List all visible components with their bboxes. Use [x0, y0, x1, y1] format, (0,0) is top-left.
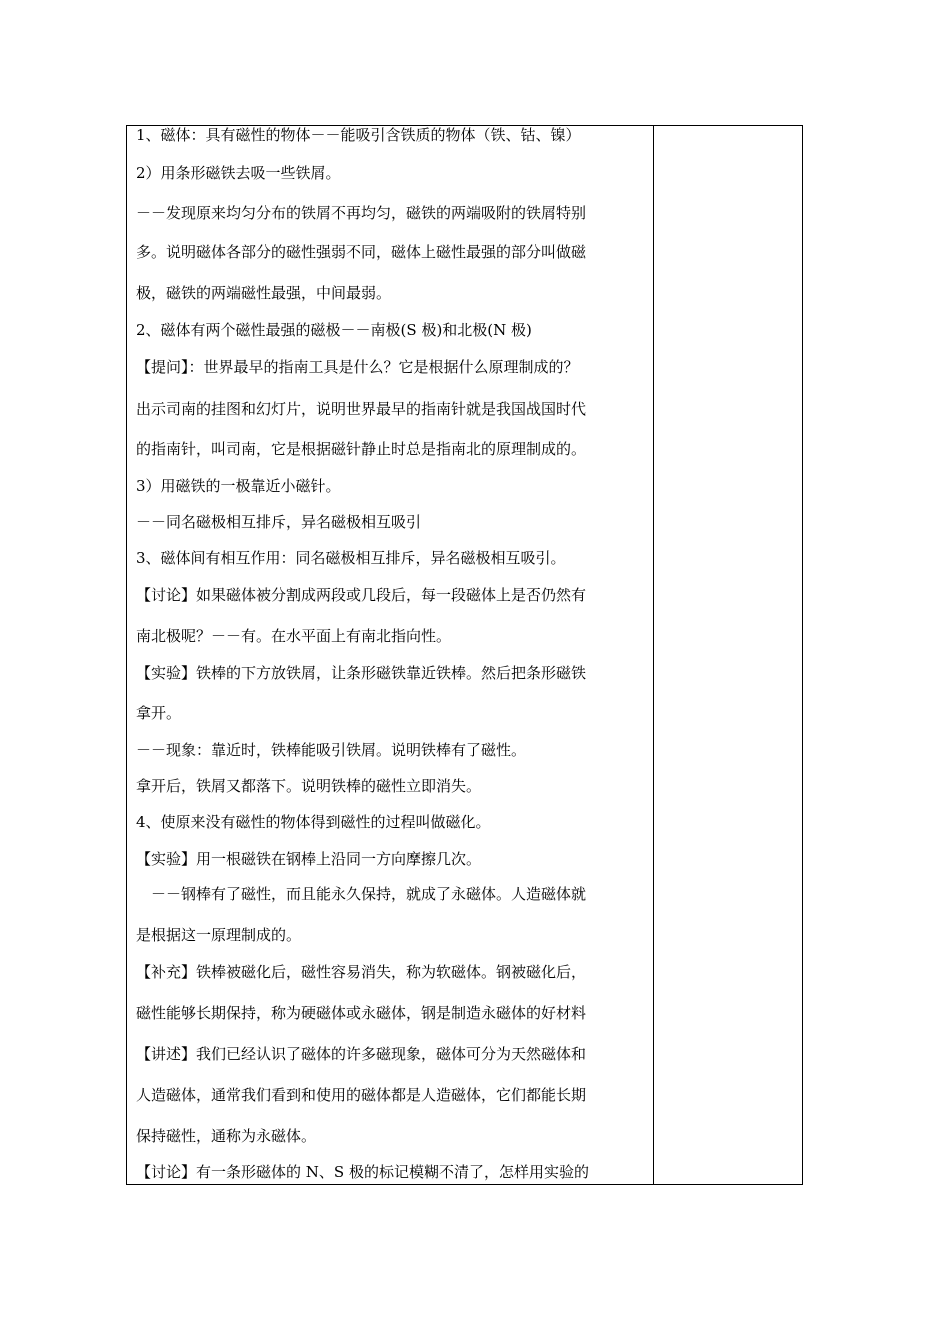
text-line: －－现象：靠近时，铁棒能吸引铁屑。说明铁棒有了磁性。 [136, 741, 527, 759]
text-line: 【讨论】如果磁体被分割成两段或几段后，每一段磁体上是否仍然有 [136, 586, 587, 604]
text-line: 1、磁体：具有磁性的物体－－能吸引含铁质的物体（铁、钴、镍） [136, 126, 581, 144]
text-line: 4、使原来没有磁性的物体得到磁性的过程叫做磁化。 [136, 813, 491, 831]
text-line: 2）用条形磁铁去吸一些铁屑。 [136, 164, 341, 182]
content-table [126, 125, 803, 1185]
text-line: 的指南针，叫司南，它是根据磁针静止时总是指南北的原理制成的。 [136, 440, 587, 458]
text-line: 保持磁性，通称为永磁体。 [136, 1127, 317, 1145]
text-line: 多。说明磁体各部分的磁性强弱不同，磁体上磁性最强的部分叫做磁 [136, 243, 587, 261]
text-line: 3、磁体间有相互作用：同名磁极相互排斥，异名磁极相互吸引。 [136, 549, 566, 567]
text-line: －－钢棒有了磁性，而且能永久保持，就成了永磁体。人造磁体就 [136, 885, 587, 903]
text-line: 【实验】铁棒的下方放铁屑，让条形磁铁靠近铁棒。然后把条形磁铁 [136, 664, 587, 682]
text-line: 【讲述】我们已经认识了磁体的许多磁现象，磁体可分为天然磁体和 [136, 1045, 587, 1063]
text-line: 磁性能够长期保持，称为硬磁体或永磁体，钢是制造永磁体的好材料 [136, 1004, 587, 1022]
text-line: 【讨论】有一条形磁体的 N、S 极的标记模糊不清了，怎样用实验的 [136, 1163, 589, 1181]
text-line: 拿开。 [136, 704, 182, 722]
text-line: 出示司南的挂图和幻灯片，说明世界最早的指南针就是我国战国时代 [136, 400, 587, 418]
main-text-cell [127, 126, 654, 1184]
text-line: 极，磁铁的两端磁性最强，中间最弱。 [136, 284, 392, 302]
text-line: －－发现原来均匀分布的铁屑不再均匀，磁铁的两端吸附的铁屑特别 [136, 204, 587, 222]
text-line: －－同名磁极相互排斥，异名磁极相互吸引 [136, 513, 422, 531]
text-line: 【实验】用一根磁铁在钢棒上沿同一方向摩擦几次。 [136, 850, 482, 868]
text-line: 人造磁体，通常我们看到和使用的磁体都是人造磁体，它们都能长期 [136, 1086, 587, 1104]
text-line: 拿开后，铁屑又都落下。说明铁棒的磁性立即消失。 [136, 777, 482, 795]
text-line: 2、磁体有两个磁性最强的磁极－－南极(S 极)和北极(N 极) [136, 321, 532, 339]
text-line: 南北极呢？－－有。在水平面上有南北指向性。 [136, 627, 452, 645]
text-line: 3）用磁铁的一极靠近小磁针。 [136, 477, 341, 495]
side-notes-cell [654, 126, 802, 1184]
text-line: 【补充】铁棒被磁化后，磁性容易消失，称为软磁体。钢被磁化后， [136, 963, 587, 981]
text-line: 【提问】：世界最早的指南工具是什么？它是根据什么原理制成的？ [136, 358, 579, 376]
text-line: 是根据这一原理制成的。 [136, 926, 302, 944]
